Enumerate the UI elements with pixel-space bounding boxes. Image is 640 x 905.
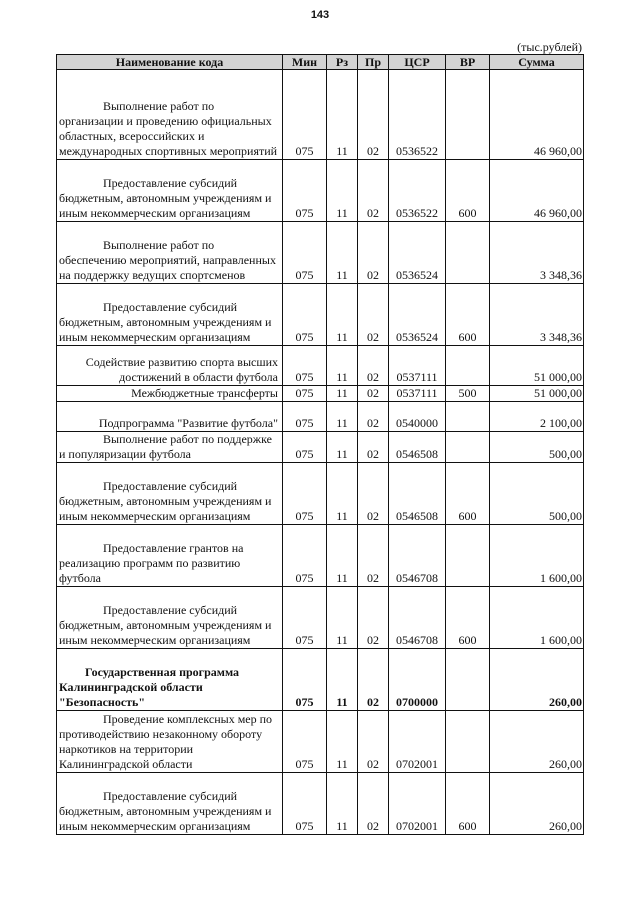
table-row <box>57 402 584 432</box>
row-vr: 600 <box>446 284 490 346</box>
row-vr <box>446 70 490 160</box>
row-pr: 02 <box>358 432 389 463</box>
table-row <box>57 463 584 525</box>
row-csr: 0546708 <box>389 525 446 587</box>
row-vr: 600 <box>446 463 490 525</box>
unit-label: (тыс.рублей) <box>517 40 582 54</box>
row-rz: 11 <box>327 386 358 402</box>
row-pr: 02 <box>358 222 389 284</box>
table-row <box>57 160 584 222</box>
row-sum: 260,00 <box>490 773 584 835</box>
row-name-text: Межбюджетные трансферты <box>131 386 278 400</box>
row-name-text: Предоставление субсидий бюджетным, автономным учреждениям и иным некоммерческим организациям <box>59 479 272 523</box>
row-sum: 1 600,00 <box>490 587 584 649</box>
table-row <box>57 346 584 386</box>
page-number: 143 <box>310 9 330 21</box>
row-name <box>57 222 283 284</box>
row-sum: 3 348,36 <box>490 284 584 346</box>
row-pr: 02 <box>358 525 389 587</box>
row-rz: 11 <box>327 773 358 835</box>
table-row <box>57 773 584 835</box>
row-csr: 0702001 <box>389 711 446 773</box>
row-name <box>57 284 283 346</box>
row-name-text: Проведение комплексных мер по противодействию незаконному обороту наркотиков на территории Калининградской области <box>59 712 273 771</box>
row-rz: 11 <box>327 402 358 432</box>
row-sum: 500,00 <box>490 432 584 463</box>
row-min: 075 <box>283 432 327 463</box>
row-vr <box>446 346 490 386</box>
row-min: 075 <box>283 463 327 525</box>
row-csr: 0536522 <box>389 70 446 160</box>
row-min: 075 <box>283 346 327 386</box>
row-min: 075 <box>283 649 327 711</box>
row-csr: 0546508 <box>389 432 446 463</box>
row-vr: 600 <box>446 587 490 649</box>
header-vr: ВР <box>446 55 490 70</box>
table-row <box>57 587 584 649</box>
row-sum: 51 000,00 <box>490 346 584 386</box>
table-row <box>57 386 584 402</box>
row-name-text: Предоставление субсидий бюджетным, автономным учреждениям и иным некоммерческим организациям <box>59 300 272 344</box>
row-name <box>57 587 283 649</box>
row-pr: 02 <box>358 463 389 525</box>
row-csr: 0546708 <box>389 587 446 649</box>
row-min: 075 <box>283 284 327 346</box>
header-csr: ЦСР <box>389 55 446 70</box>
row-min: 075 <box>283 773 327 835</box>
table-body <box>57 70 584 835</box>
header-min: Мин <box>283 55 327 70</box>
row-name <box>57 525 283 587</box>
row-sum: 3 348,36 <box>490 222 584 284</box>
row-sum: 51 000,00 <box>490 386 584 402</box>
row-csr: 0537111 <box>389 386 446 402</box>
row-vr <box>446 432 490 463</box>
row-min: 075 <box>283 70 327 160</box>
row-min: 075 <box>283 711 327 773</box>
row-rz: 11 <box>327 222 358 284</box>
table-header-row <box>57 55 584 70</box>
row-rz: 11 <box>327 649 358 711</box>
row-vr: 600 <box>446 773 490 835</box>
row-name <box>57 160 283 222</box>
row-pr: 02 <box>358 773 389 835</box>
row-sum: 500,00 <box>490 463 584 525</box>
row-name-text: Подпрограмма "Развитие футбола" <box>98 416 278 430</box>
header-rz: Рз <box>327 55 358 70</box>
row-rz: 11 <box>327 587 358 649</box>
row-min: 075 <box>283 386 327 402</box>
row-rz: 11 <box>327 463 358 525</box>
row-pr: 02 <box>358 649 389 711</box>
table-row <box>57 649 584 711</box>
row-rz: 11 <box>327 160 358 222</box>
row-csr: 0536524 <box>389 284 446 346</box>
row-rz: 11 <box>327 70 358 160</box>
row-name-text: Предоставление субсидий бюджетным, автономным учреждениям и иным некоммерческим организациям <box>59 603 272 647</box>
row-sum: 260,00 <box>490 711 584 773</box>
row-name-text: Выполнение работ по обеспечению мероприятий, направленных на поддержку ведущих спортсменов <box>59 238 276 282</box>
table-row <box>57 711 584 773</box>
row-min: 075 <box>283 402 327 432</box>
row-pr: 02 <box>358 587 389 649</box>
row-name <box>57 773 283 835</box>
row-csr: 0536524 <box>389 222 446 284</box>
table-row <box>57 284 584 346</box>
row-vr <box>446 525 490 587</box>
row-name-text: Содействие развитию спорта высших достижений в области футбола <box>85 355 278 384</box>
row-min: 075 <box>283 525 327 587</box>
budget-table <box>56 54 584 835</box>
row-min: 075 <box>283 222 327 284</box>
row-pr: 02 <box>358 346 389 386</box>
row-csr: 0700000 <box>389 649 446 711</box>
row-name <box>57 463 283 525</box>
row-name <box>57 402 283 432</box>
row-vr: 500 <box>446 386 490 402</box>
row-sum: 2 100,00 <box>490 402 584 432</box>
row-sum: 260,00 <box>490 649 584 711</box>
row-sum: 1 600,00 <box>490 525 584 587</box>
row-csr: 0537111 <box>389 346 446 386</box>
row-name <box>57 346 283 386</box>
row-vr <box>446 402 490 432</box>
row-csr: 0540000 <box>389 402 446 432</box>
row-name-text: Выполнение работ по поддержке и популяризации футбола <box>59 432 272 461</box>
row-vr <box>446 222 490 284</box>
header-sum: Сумма <box>490 55 584 70</box>
row-sum: 46 960,00 <box>490 70 584 160</box>
row-name <box>57 711 283 773</box>
row-rz: 11 <box>327 432 358 463</box>
row-name-text: Предоставление субсидий бюджетным, автономным учреждениям и иным некоммерческим организациям <box>59 789 272 833</box>
row-min: 075 <box>283 160 327 222</box>
row-vr <box>446 649 490 711</box>
row-name-text: Государственная программа Калининградской области "Безопасность" <box>59 665 240 709</box>
row-pr: 02 <box>358 70 389 160</box>
row-pr: 02 <box>358 284 389 346</box>
table-row <box>57 432 584 463</box>
row-name-text: Предоставление субсидий бюджетным, автономным учреждениям и иным некоммерческим организациям <box>59 176 272 220</box>
row-pr: 02 <box>358 386 389 402</box>
row-pr: 02 <box>358 160 389 222</box>
row-rz: 11 <box>327 711 358 773</box>
header-pr: Пр <box>358 55 389 70</box>
table-row <box>57 222 584 284</box>
row-csr: 0536522 <box>389 160 446 222</box>
table-row <box>57 70 584 160</box>
header-name: Наименование кода <box>57 55 283 70</box>
row-pr: 02 <box>358 402 389 432</box>
row-name <box>57 432 283 463</box>
row-sum: 46 960,00 <box>490 160 584 222</box>
table-row <box>57 525 584 587</box>
row-name <box>57 386 283 402</box>
row-vr: 600 <box>446 160 490 222</box>
row-pr: 02 <box>358 711 389 773</box>
row-name-text: Предоставление грантов на реализацию программ по развитию футбола <box>59 541 244 585</box>
row-rz: 11 <box>327 284 358 346</box>
row-min: 075 <box>283 587 327 649</box>
row-rz: 11 <box>327 525 358 587</box>
row-vr <box>446 711 490 773</box>
row-name <box>57 649 283 711</box>
row-name <box>57 70 283 160</box>
row-csr: 0702001 <box>389 773 446 835</box>
row-csr: 0546508 <box>389 463 446 525</box>
row-name-text: Выполнение работ по организации и проведению официальных областных, всероссийских и международных спортивных мероприятий <box>59 99 278 158</box>
row-rz: 11 <box>327 346 358 386</box>
